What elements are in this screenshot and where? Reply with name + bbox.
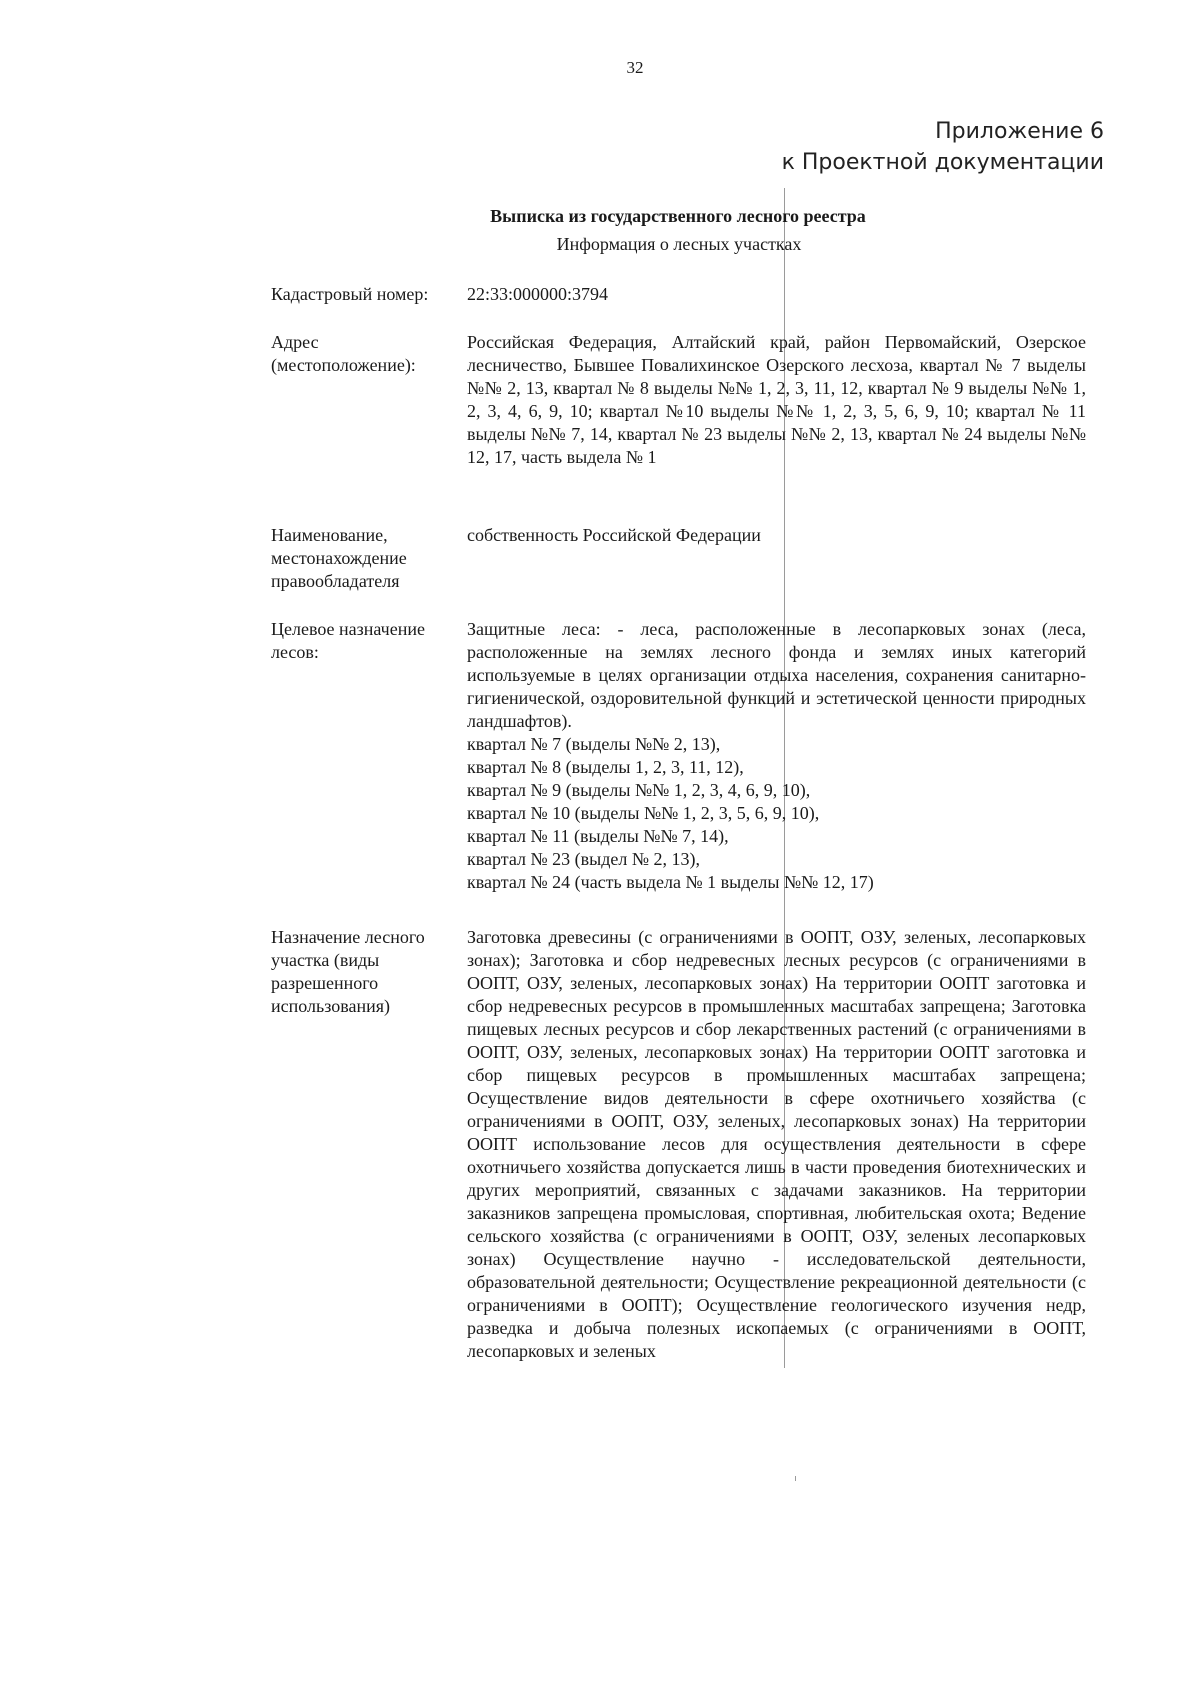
purpose-line: квартал № 23 (выдел № 2, 13), xyxy=(467,849,701,869)
scan-artifact-dot xyxy=(795,1476,796,1481)
purpose-line: квартал № 8 (выделы 1, 2, 3, 11, 12), xyxy=(467,757,744,777)
appendix-heading xyxy=(782,116,1104,178)
appendix-line-2: к Проектной документации xyxy=(781,150,1104,175)
purpose-line: квартал № 24 (часть выдела № 1 выделы №№ 12, 17) xyxy=(467,872,874,892)
owner-value: собственность Российской Федерации xyxy=(467,525,761,545)
usage-label: Назначение лесного участка (виды разрешенного использования) xyxy=(271,927,425,1016)
cadastral-value: 22:33:000000:3794 xyxy=(467,284,609,304)
document-subtitle: Информация о лесных участках xyxy=(556,234,802,254)
purpose-label: Целевое назначение лесов: xyxy=(271,619,425,662)
cadastral-label: Кадастровый номер: xyxy=(271,284,429,304)
page-number: 32 xyxy=(626,58,644,77)
purpose-paragraph: Защитные леса: - леса, расположенные в лесопарковых зонах (леса, расположенные на землях лесного фонда и землях иных категорий используемые в целях организации отдыха населения, сохранения санитарно-гигиенической, оздоровительной функций и эстетической ценности природных ландшафтов). xyxy=(467,619,1086,731)
purpose-line: квартал № 7 (выделы №№ 2, 13), xyxy=(467,734,721,754)
purpose-line: квартал № 11 (выделы №№ 7, 14), xyxy=(467,826,729,846)
address-label: Адрес (местоположение): xyxy=(271,332,416,375)
address-value: Российская Федерация, Алтайский край, район Первомайский, Озерское лесничество, Бывшее Повалихинское Озерского лесхоза, квартал № 7 выделы №№ 2, 13, квартал № 8 выделы №№ 1, 2, 3, 11, 12, квартал № 9 выделы №№ 1, 2, 3, 4, 6, 9, 10; квартал №10 выделы №№ 1, 2, 3, 5, 6, 9, 10; квартал № 11 выделы №№ 7, 14, квартал № 23 выделы №№ 2, 13, квартал № 24 выделы №№ 12, 17, часть выдела № 1 xyxy=(467,332,1086,467)
document-title: Выписка из государственного лесного реестра xyxy=(490,206,866,226)
purpose-line: квартал № 9 (выделы №№ 1, 2, 3, 4, 6, 9, 10), xyxy=(467,780,811,800)
owner-label: Наименование, местонахождение правообладателя xyxy=(271,525,407,591)
usage-value: Заготовка древесины (с ограничениями в ООПТ, ОЗУ, зеленых, лесопарковых зонах); Заготовка и сбор недревесных лесных ресурсов (с ограничениями в ООПТ, ОЗУ, зеленых, лесопарковых зонах) На территории ООПТ заготовка и сбор недревесных ресурсов в промышленных масштабах запрещена; Заготовка пищевых лесных ресурсов и сбор лекарственных растений (с ограничениями в ООПТ, ОЗУ, зеленых, лесопарковых зонах) На территории ООПТ заготовка и сбор пищевых ресурсов в промышленных масштабах запрещена; Осуществление видов деятельности в сфере охотничьего хозяйства (с ограничениями в ООПТ, ОЗУ, зеленых, лесопарковых зонах) На территории ООПТ использование лесов для осуществления деятельности в сфере охотничьего хозяйства допускается лишь в части проведения биотехнических и других мероприятий, связанных с задачами заказников. На территории заказников запрещена промысловая, спортивная, любительская охота; Ведение сельского хозяйства (с ограничениями в ООПТ, ОЗУ, зеленых лесопарковых зонах) Осуществление научно - исследовательской деятельности, образовательной деятельности; Осуществление рекреационной деятельности (с ограничениями в ООПТ); Осуществление геологического изучения недр, разведка и добыча полезных ископаемых (с ограничениями в ООПТ, лесопарковых и зеленых xyxy=(467,927,1086,1361)
appendix-line-1: Приложение 6 xyxy=(935,119,1104,144)
purpose-value xyxy=(467,618,1086,894)
purpose-line: квартал № 10 (выделы №№ 1, 2, 3, 5, 6, 9, 10), xyxy=(467,803,820,823)
